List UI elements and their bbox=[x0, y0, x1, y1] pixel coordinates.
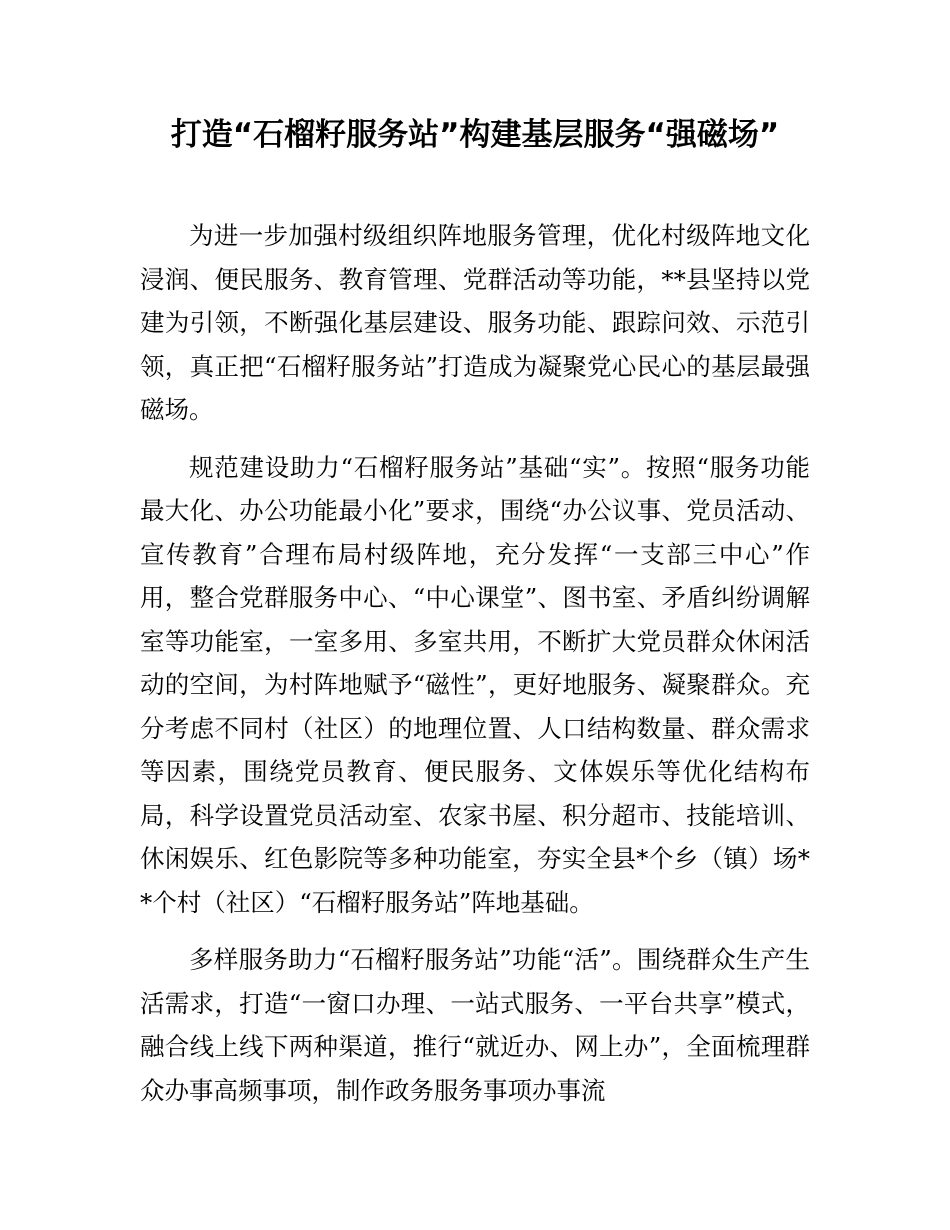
document-body bbox=[140, 214, 810, 1126]
paragraph-intro: 为进一步加强村级组织阵地服务管理，优化村级阵地文化浸润、便民服务、教育管理、党群活动等功能，**县坚持以党建为引领，不断强化基层建设、服务功能、跟踪问效、示范引领，真正把“石榴籽服务站”打造成为凝聚党心民心的基层最强磁场。 bbox=[140, 221, 810, 424]
document-title: 打造“石榴籽服务站”构建基层服务“强磁场” bbox=[170, 117, 780, 153]
paragraph-diverse-services: 多样服务助力“石榴籽服务站”功能“活”。围绕群众生产生活需求，打造“一窗口办理、一站式服务、一平台共享”模式，融合线上线下两种渠道，推行“就近办、网上办”，全面梳理群众办事高频事项，制作政务服务事项办事流 bbox=[140, 945, 810, 1105]
paragraph-standardized-construction: 规范建设助力“石榴籽服务站”基础“实”。按照“服务功能最大化、办公功能最小化”要求，围绕“办公议事、党员活动、宣传教育”合理布局村级阵地，充分发挥“一支部三中心”作用，整合党群服务中心、“中心课堂”、图书室、矛盾纠纷调解室等功能室，一室多用、多室共用，不断扩大党员群众休闲活动的空间，为村阵地赋予“磁性”，更好地服务、凝聚群众。充分考虑不同村（社区）的地理位置、人口结构数量、群众需求等因素，围绕党员教育、便民服务、文体娱乐等优化结构布局，科学设置党员活动室、农家书屋、积分超市、技能培训、休闲娱乐、红色影院等多种功能室，夯实全县*个乡（镇）场**个村（社区）“石榴籽服务站”阵地基础。 bbox=[140, 452, 810, 917]
